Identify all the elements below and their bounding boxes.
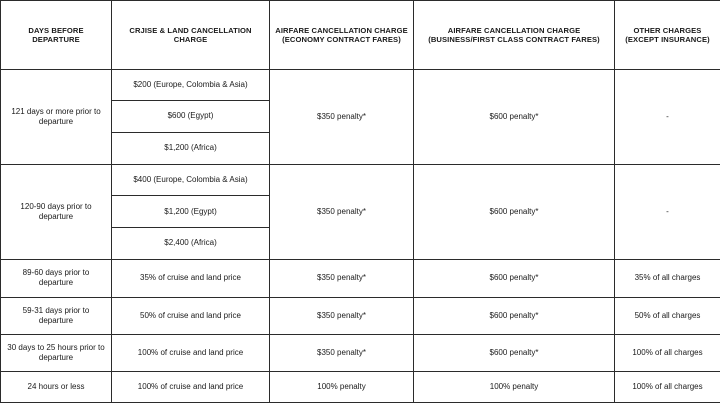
table-row: [1, 260, 720, 297]
business-charge-cell: $600 penalty*: [414, 260, 615, 297]
other-charges-cell: -: [615, 164, 720, 259]
table-row: [1, 372, 720, 403]
table-row: [1, 335, 720, 372]
other-charges-cell: -: [615, 69, 720, 164]
days-cell: 24 hours or less: [1, 372, 112, 403]
cruise-charge-cell: 100% of cruise and land price: [112, 335, 270, 372]
cruise-charge-cell: 35% of cruise and land price: [112, 260, 270, 297]
header-days-before-departure: DAYS BEFORE DEPARTURE: [1, 1, 112, 70]
table-row: [1, 69, 720, 100]
days-cell: 30 days to 25 hours prior to departure: [1, 335, 112, 372]
table-header-row: [1, 1, 720, 70]
cruise-charge-cell: $600 (Egypt): [112, 101, 270, 132]
economy-charge-cell: $350 penalty*: [270, 69, 414, 164]
days-cell: 121 days or more prior to departure: [1, 69, 112, 164]
business-charge-cell: $600 penalty*: [414, 164, 615, 259]
header-other-charges: OTHER CHARGES (EXCEPT INSURANCE): [615, 1, 720, 70]
cruise-charge-cell: $1,200 (Africa): [112, 132, 270, 164]
cruise-charge-cell: 100% of cruise and land price: [112, 372, 270, 403]
cruise-charge-cell: $400 (Europe, Colombia & Asia): [112, 164, 270, 195]
business-charge-cell: $600 penalty*: [414, 335, 615, 372]
cruise-charge-cell: $1,200 (Egypt): [112, 196, 270, 227]
header-cruise-land-charge: CRJISE & LAND CANCELLATION CHARGE: [112, 1, 270, 70]
economy-charge-cell: $350 penalty*: [270, 260, 414, 297]
economy-charge-cell: 100% penalty: [270, 372, 414, 403]
business-charge-cell: $600 penalty*: [414, 297, 615, 334]
days-cell: 120-90 days prior to departure: [1, 164, 112, 259]
header-airfare-business-charge: AIRFARE CANCELLATION CHARGE (BUSINESS/FIRST CLASS CONTRACT FARES): [414, 1, 615, 70]
header-airfare-economy-charge: AIRFARE CANCELLATION CHARGE (ECONOMY CONTRACT FARES): [270, 1, 414, 70]
business-charge-cell: $600 penalty*: [414, 69, 615, 164]
days-cell: 89-60 days prior to departure: [1, 260, 112, 297]
other-charges-cell: 35% of all charges: [615, 260, 720, 297]
other-charges-cell: 100% of all charges: [615, 335, 720, 372]
other-charges-cell: 50% of all charges: [615, 297, 720, 334]
cruise-charge-cell: 50% of cruise and land price: [112, 297, 270, 334]
economy-charge-cell: $350 penalty*: [270, 335, 414, 372]
cruise-charge-cell: $200 (Europe, Colombia & Asia): [112, 69, 270, 100]
cruise-charge-cell: $2,400 (Africa): [112, 227, 270, 259]
days-cell: 59-31 days prior to departure: [1, 297, 112, 334]
table-row: [1, 297, 720, 334]
economy-charge-cell: $350 penalty*: [270, 297, 414, 334]
other-charges-cell: 100% of all charges: [615, 372, 720, 403]
table-row: [1, 164, 720, 195]
business-charge-cell: 100% penalty: [414, 372, 615, 403]
economy-charge-cell: $350 penalty*: [270, 164, 414, 259]
